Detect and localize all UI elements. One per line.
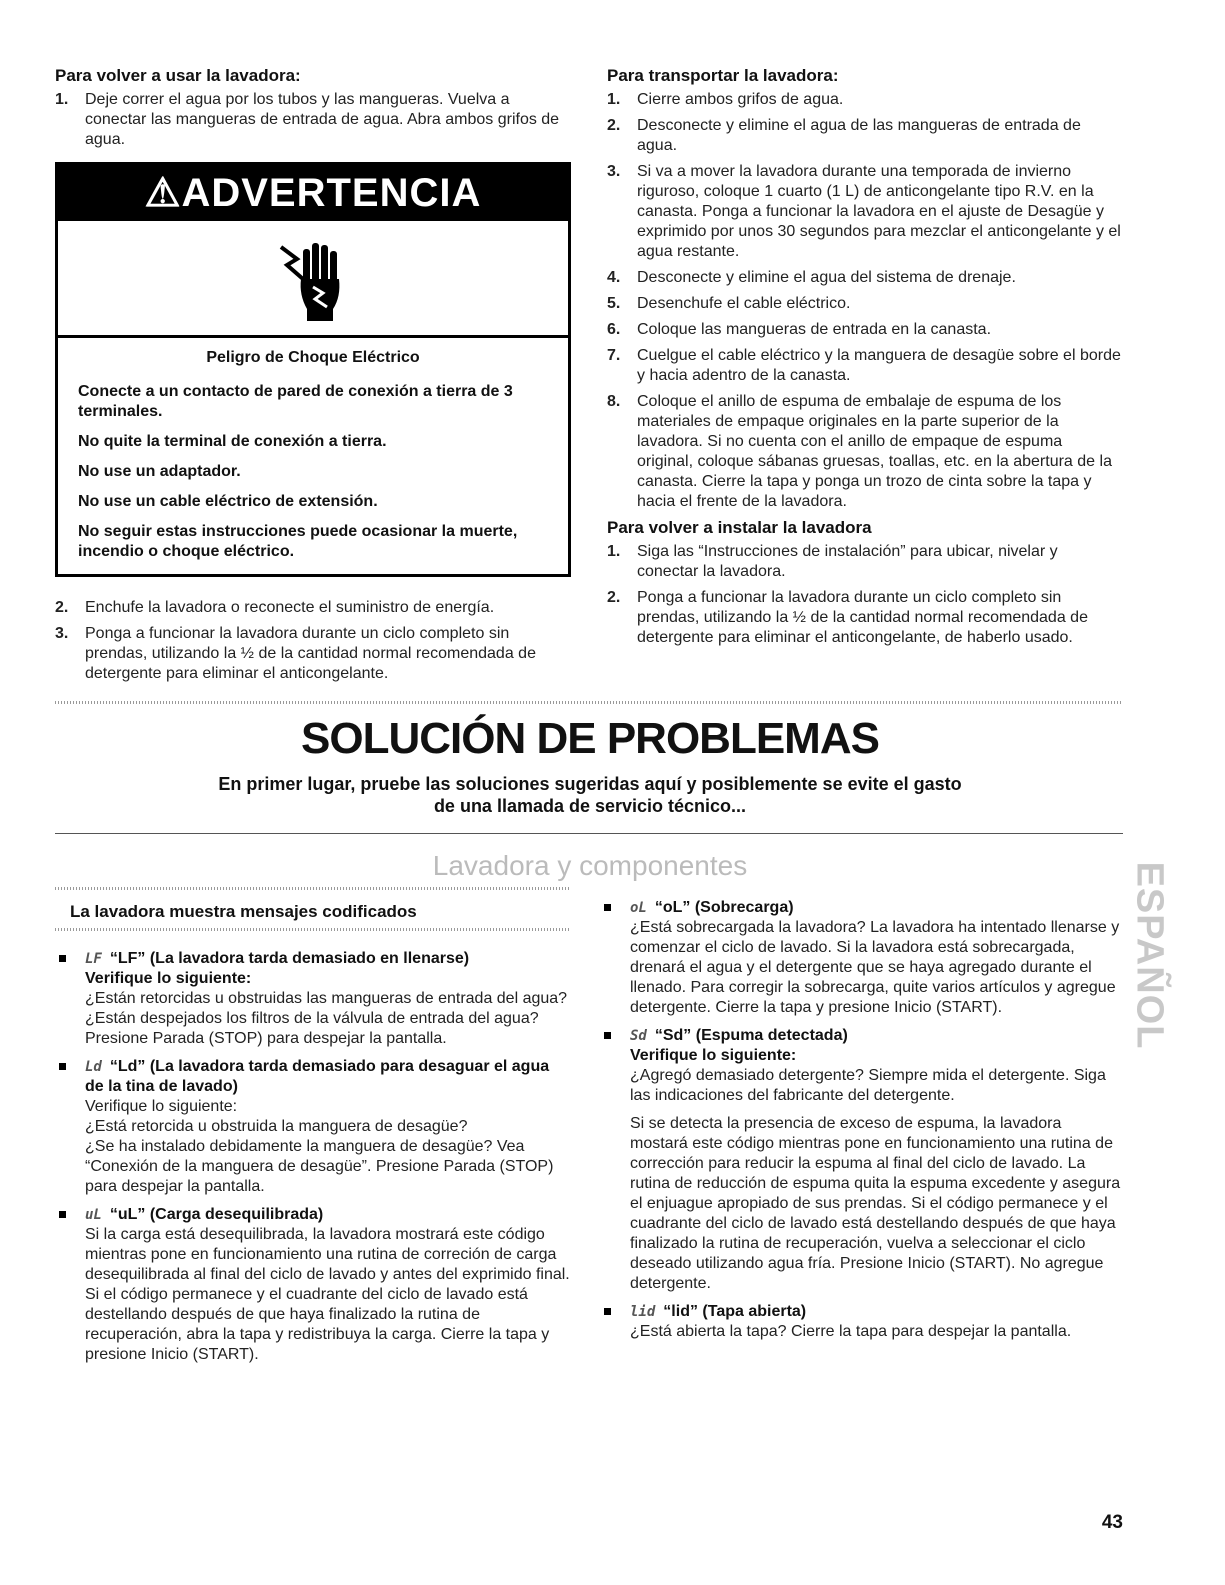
heading-reinstall: Para volver a instalar la lavadora: [607, 518, 872, 537]
step-item: 5. Desenchufe el cable eléctrico.: [607, 295, 851, 312]
left-steps-after: [55, 598, 570, 690]
segment-code: LF: [85, 951, 102, 967]
dotted-divider: [55, 701, 1123, 704]
segment-code: oL: [630, 900, 647, 916]
section-rule: [55, 833, 1123, 834]
code-item-lid: lid “lid” (Tapa abierta) ¿Está abierta la tapa? Cierre la tapa para despejar la pantalla.: [600, 1302, 1122, 1342]
step-item: 7. Cuelgue el cable eléctrico y la manguera de desagüe sobre el borde y hacia adentro de la canasta.: [607, 347, 1121, 384]
step-item: 2. Enchufe la lavadora o reconecte el suministro de energía.: [55, 599, 495, 616]
segment-code: lid: [630, 1304, 656, 1320]
codes-left-column: [55, 887, 570, 1373]
step-item: 4. Desconecte y elimine el agua del sistema de drenaje.: [607, 269, 1016, 286]
warning-title: ⚠ADVERTENCIA: [58, 165, 568, 221]
warning-body: [58, 338, 568, 574]
section-subtitle: En primer lugar, pruebe las soluciones sugeridas aquí y posiblemente se evite el gasto de una llamada de servicio técnico...: [218, 774, 962, 816]
step-item: 2. Desconecte y elimine el agua de las mangueras de entrada de agua.: [607, 117, 1081, 154]
left-top-column: [55, 66, 570, 156]
transport-steps: [607, 90, 1122, 512]
step-item: 2. Ponga a funcionar la lavadora durante un ciclo completo sin prendas, utilizando la ½ de la cantidad normal recomendada de detergente para eliminar el anticongelante, de haberlo usado.: [607, 589, 1088, 646]
code-item-sd: Sd “Sd” (Espuma detectada) Verifique lo siguiente: ¿Agregó demasiado detergente? Siempre mida el detergente. Siga las indicaciones del fabricante del detergente. Si se detecta la presencia de exceso de espuma, la lavadora mostará este código mientras pone en funcionamiento una rutina de corrección para reducir la espuma al final del ciclo de lavado. La rutina de reducción de espuma quita la espuma excedente y asegura el enjuague apropiado de sus prendas. Si el código permanece y el cuadrante del ciclo de lavado está destellando después de que haya finalizado la rutina de recuperación, vuelva a seleccionar el ciclo deseado utilizando agua fría. Presione Inicio (START). No agregue detergente.: [600, 1026, 1122, 1294]
step-item: 3. Si va a mover la lavadora durante una temporada de invierno riguroso, coloque 1 cuarto (1 L) de anticongelante tipo R.V. en la canasta. Ponga a funcionar la lavadora en el ajuste de Desagüe y exprimido por unos 30 segundos para mezclar el anticongelante y el agua restante.: [607, 163, 1121, 260]
codes-heading: La lavadora muestra mensajes codificados: [70, 902, 417, 921]
warning-line: Conecte a un contacto de pared de conexión a tierra de 3 terminales.: [78, 383, 513, 420]
segment-code: Ld: [85, 1059, 102, 1075]
segment-code: uL: [85, 1207, 102, 1223]
step-item: 6. Coloque las mangueras de entrada en la canasta.: [607, 321, 992, 338]
heading-reuse: Para volver a usar la lavadora:: [55, 66, 301, 85]
warning-line: No use un adaptador.: [78, 463, 241, 480]
step-item: 8. Coloque el anillo de espuma de embalaje de espuma de los materiales de empaque originales en la parte superior de la lavadora. Si no cuenta con el anillo de empaque de espuma original, coloque sábanas gruesas, toallas, etc. en la abertura de la canasta. Cierre la tapa y ponga un trozo de cinta sobre la tapa y hacia el frente de la lavadora.: [607, 393, 1112, 510]
page-number: 43: [1101, 1512, 1123, 1533]
segment-code: Sd: [630, 1028, 647, 1044]
right-top-column: [607, 66, 1122, 654]
codes-right-column: [600, 898, 1122, 1350]
heading-transport: Para transportar la lavadora:: [607, 66, 839, 85]
warning-icon-area: [58, 221, 568, 338]
step-item: 1. Cierre ambos grifos de agua.: [607, 91, 844, 108]
electric-shock-hand-icon: [273, 235, 353, 323]
code-item-ul: uL “uL” (Carga desequilibrada) Si la carga está desequilibrada, la lavadora mostrará este código mientras pone en funcionamiento una rutina de correción de carga desequilibrada al final del ciclo de lavado y antes del exprimido final. Si el código permanece y el cuadrante del ciclo de lavado está destellando después de que haya finalizado la rutina de recuperación, abra la tapa y redistribuya la carga. Cierre la tapa y presione Inicio (START).: [55, 1205, 570, 1365]
code-item-ld: Ld “Ld” (La lavadora tarda demasiado para desaguar el agua de la tina de lavado) Verifique lo siguiente: ¿Está retorcida u obstruida la manguera de desagüe? ¿Se ha instalado debidamente la manguera de desagüe? Vea “Conexión de la manguera de desagüe”. Presione Parada (STOP) para despejar la pantalla.: [55, 1057, 570, 1197]
section-title: SOLUCIÓN DE PROBLEMAS: [301, 714, 879, 763]
step-item: 1. Deje correr el agua por los tubos y las mangueras. Vuelva a conectar las mangueras de entrada de agua. Abra ambos grifos de agua.: [55, 91, 560, 148]
side-label: ESPAÑOL: [1128, 861, 1171, 1049]
reinstall-steps: [607, 542, 1122, 648]
subheading: Lavadora y componentes: [432, 850, 748, 881]
step-item: 3. Ponga a funcionar la lavadora durante un ciclo completo sin prendas, utilizando la ½ de la cantidad normal recomendada de detergente para eliminar el anticongelante.: [55, 625, 536, 682]
warning-line: No seguir estas instrucciones puede ocasionar la muerte, incendio o choque eléctrico.: [78, 523, 518, 560]
warning-line: No use un cable eléctrico de extensión.: [78, 493, 378, 510]
code-item-ol: oL “oL” (Sobrecarga) ¿Está sobrecargada la lavadora? La lavadora ha intentado llenarse y comenzar el ciclo de lavado. Si la lavadora está sobrecargada, drenará el agua y el detergente que se haya agregado durante el llenado. Para corregir la sobrecarga, quite varios artículos y agregue detergente. Cierre la tapa y presione Inicio (START).: [600, 898, 1122, 1018]
warning-line: No quite la terminal de conexión a tierra.: [78, 433, 387, 450]
step-item: 1. Siga las “Instrucciones de instalación” para ubicar, nivelar y conectar la lavadora.: [607, 543, 1058, 580]
warning-box: [55, 162, 571, 577]
code-item-lf: LF “LF” (La lavadora tarda demasiado en llenarse) Verifique lo siguiente: ¿Están retorcidas u obstruidas las mangueras de entrada del agua? ¿Están despejados los filtros de la válvula de entrada del agua? Presione Parada (STOP) para despejar la pantalla.: [55, 949, 570, 1049]
hazard-text: Peligro de Choque Eléctrico: [206, 349, 420, 366]
reuse-steps: [55, 90, 570, 150]
